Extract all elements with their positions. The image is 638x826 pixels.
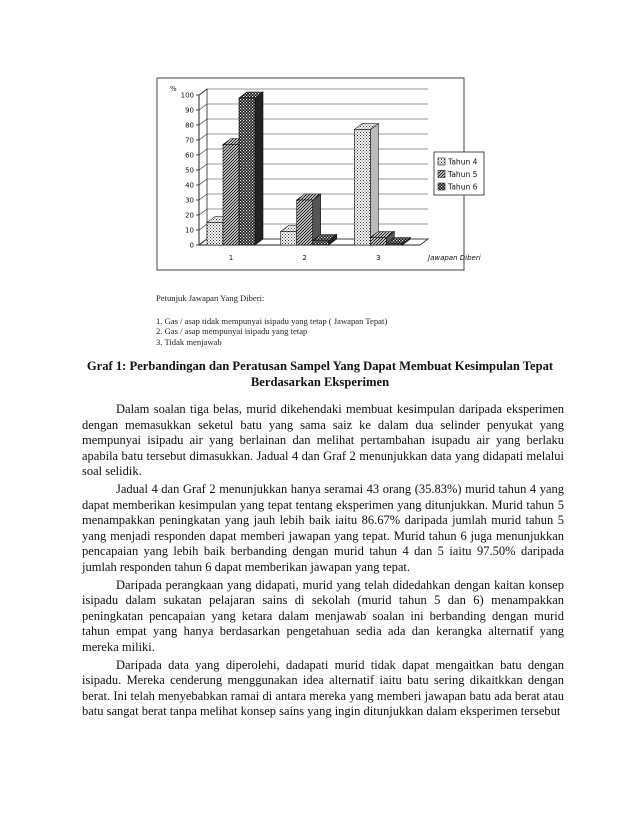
figure-caption [70,358,570,390]
x-axis-label: Jawapan Diberi [428,254,481,262]
answer-key-note [156,293,387,347]
legend-label: Tahun 5 [448,170,478,179]
y-tick-label: 100 [180,91,194,100]
bar-side [370,124,378,246]
caption-line: Berdasarkan Eksperimen [250,375,390,389]
bar [354,130,370,246]
y-tick-label: 80 [185,121,194,130]
bar [386,244,402,246]
paragraph: Dalam soalan tiga belas, murid dikehendaki membuat kesimpulan daripada eksperimen dengan memasukkan seketul batu yang sama saiz ke dalam dua selinder penyukat yang mempunyai isipadu air yang berlainan dan melihat pertambahan isupadu air yang berlaku apabila batu tersebut dimasukkan. Jadual 4 dan Graf 2 menunjukkan data yang didapati melalui soal selidik. [82,402,564,479]
paragraph: Daripada data yang diperolehi, dadapati murid tidak dapat mengaitkan batu dengan isipadu. Mereka cenderung menggunakan idea alternatif iaitu batu sering dikaitkkan dengan berat. Ini telah menyebabkan ramai di antara mereka yang memberi jawapan batu ada berat atau batu sangat berat tanpa melihat konsep sains yang ingin ditunjukkan dalam eksperimen tersebut [82,657,564,719]
paragraph: Daripada perangkaan yang didapati, murid yang telah didedahkan dengan kaitan konsep isipadu dalam sukatan pelajaran sains di sekolah (murid tahun 5 dan 6) menampakkan peningkatan pencapaian yang ketara dalam menjawab soalan ini berbanding dengan murid tahun empat yang hanya berdasarkan pengetahuan sedia ada dan kerangka alternatif yang mereka miliki. [82,577,564,654]
bar [207,223,223,246]
y-tick-label: 30 [185,196,194,205]
caption-line: Graf 1: Perbandingan dan Peratusan Sampel Yang Dapat Membuat Kesimpulan Tepat [86,359,554,373]
bar [370,238,386,246]
bar-side [255,92,263,245]
legend-swatch [438,158,445,165]
bar-chart [0,0,638,290]
bar [281,232,297,246]
answer-key-item: 3. Tidak menjawab [156,336,222,347]
bar [297,200,313,245]
x-tick-label: 1 [228,254,234,262]
legend-swatch [438,183,445,190]
y-tick-label: 0 [189,241,194,250]
legend-swatch [438,171,445,178]
legend-label: Tahun 4 [448,157,478,167]
answer-key-item: 2. Gas / asap mempunyai isipadu yang tetap [156,326,308,337]
y-tick-label: 90 [185,106,194,115]
y-tick-label: 40 [185,181,194,190]
answer-key-heading: Petunjuk Jawapan Yang Diberi: [156,293,265,303]
chart-legend [434,152,484,195]
y-tick-label: 50 [185,166,194,175]
paragraph: Jadual 4 dan Graf 2 menunjukkan hanya seramai 43 orang (35.83%) murid tahun 4 yang dapat memberikan kesimpulan yang tepat tentang eksperimen yang ditunjukkan. Murid tahun 5 menampakkan peningkatan yang jauh lebih baik iaitu 86.67% daripada jumlah murid tahun 5 yang menjadi responden dapat memberi jawapan yang tepat. Murid tahun 6 juga menunjukkan pencapaian yang lebih baik berbanding dengan murid tahun 4 dan 5 iaitu 97.50% daripada jumlah responden tahun 6 dapat memberikan jawapan yang tepat. [82,481,564,574]
y-tick-label: 10 [185,226,194,235]
y-tick-label: 70 [185,136,194,145]
y-unit-label: % [170,85,177,93]
bar [239,98,255,245]
bar [223,145,239,246]
legend-label: Tahun 6 [448,182,478,192]
body-text [82,402,564,722]
x-tick-label: 2 [302,254,307,262]
answer-key-item: 1. Gas / asap tidak mempunyai isipadu yang tetap ( Jawapan Tepat) [156,316,388,327]
x-tick-label: 3 [376,254,381,262]
y-tick-label: 20 [185,211,194,220]
bar [313,241,329,246]
y-tick-label: 60 [185,151,194,160]
